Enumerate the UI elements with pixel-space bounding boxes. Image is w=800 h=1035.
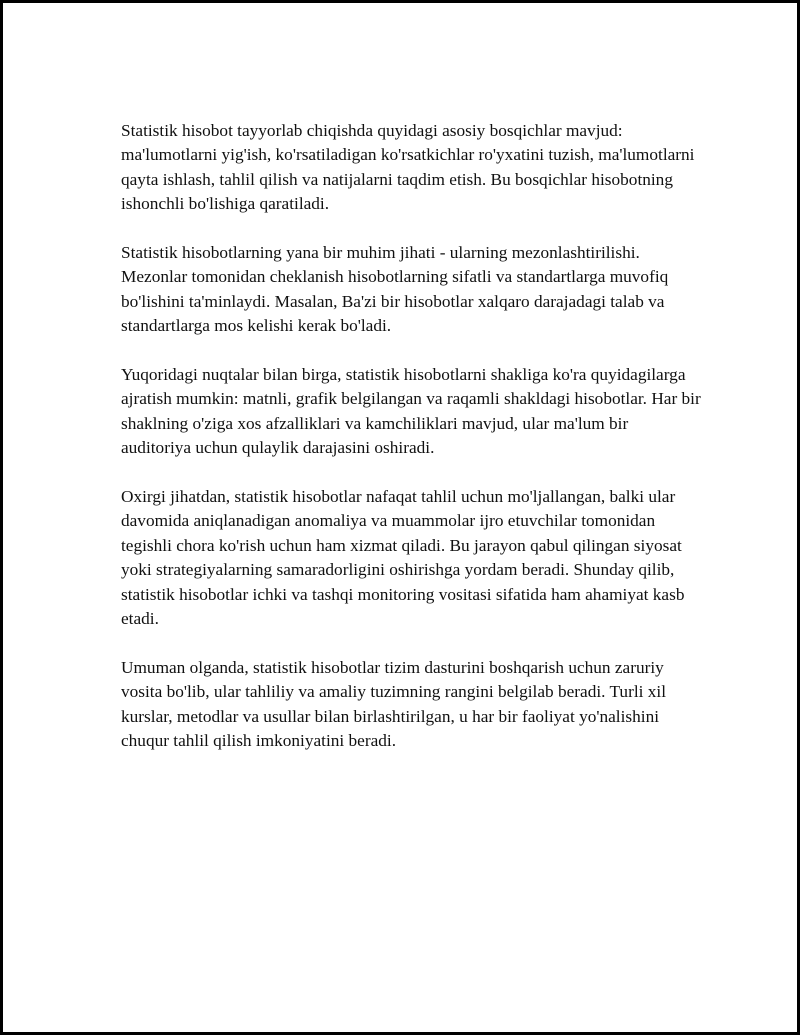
- document-body: [121, 119, 701, 754]
- paragraph: Umuman olganda, statistik hisobotlar tizim dasturini boshqarish uchun zaruriy vosita bo'lib, ular tahliliy va amaliy tuzimning rangini belgilab beradi. Turli xil kurslar, metodlar va usullar bilan birlashtirilgan, u har bir faoliyat yo'nalishini chuqur tahlil qilish imkoniyatini beradi.: [121, 657, 666, 751]
- paragraph: Oxirgi jihatdan, statistik hisobotlar nafaqat tahlil uchun mo'ljallangan, balki ular davomida aniqlanadigan anomaliya va muammolar ijro etuvchilar tomonidan tegishli chora ko'rish uchun ham xizmat qiladi. Bu jarayon qabul qilingan siyosat yoki strategiyalarning samaradorligini oshirishga yordam beradi. Shunday qilib, statistik hisobotlar ichki va tashqi monitoring vositasi sifatida ham ahamiyat kasb etadi.: [121, 487, 685, 629]
- paragraph: Statistik hisobotlarning yana bir muhim jihati - ularning mezonlashtirilishi. Mezonlar tomonidan cheklanish hisobotlarning sifatli va standartlarga muvofiq bo'lishini ta'minlaydi. Masalan, Ba'zi bir hisobotlar xalqaro darajadagi talab va standartlarga mos kelishi kerak bo'ladi.: [121, 243, 669, 336]
- paragraph: Yuqoridagi nuqtalar bilan birga, statistik hisobotlarni shakliga ko'ra quyidagilarga ajratish mumkin: matnli, grafik belgilangan va raqamli shakldagi hisobotlar. Har bir shaklning o'ziga xos afzalliklari va kamchiliklari mavjud, ular ma'lum bir auditoriya uchun qulaylik darajasini oshiradi.: [121, 365, 701, 458]
- paragraph: Statistik hisobot tayyorlab chiqishda quyidagi asosiy bosqichlar mavjud: ma'lumotlarni yig'ish, ko'rsatiladigan ko'rsatkichlar ro'yxatini tuzish, ma'lumotlarni qayta ishlash, tahlil qilish va natijalarni taqdim etish. Bu bosqichlar hisobotning ishonchli bo'lishiga qaratiladi.: [121, 121, 695, 214]
